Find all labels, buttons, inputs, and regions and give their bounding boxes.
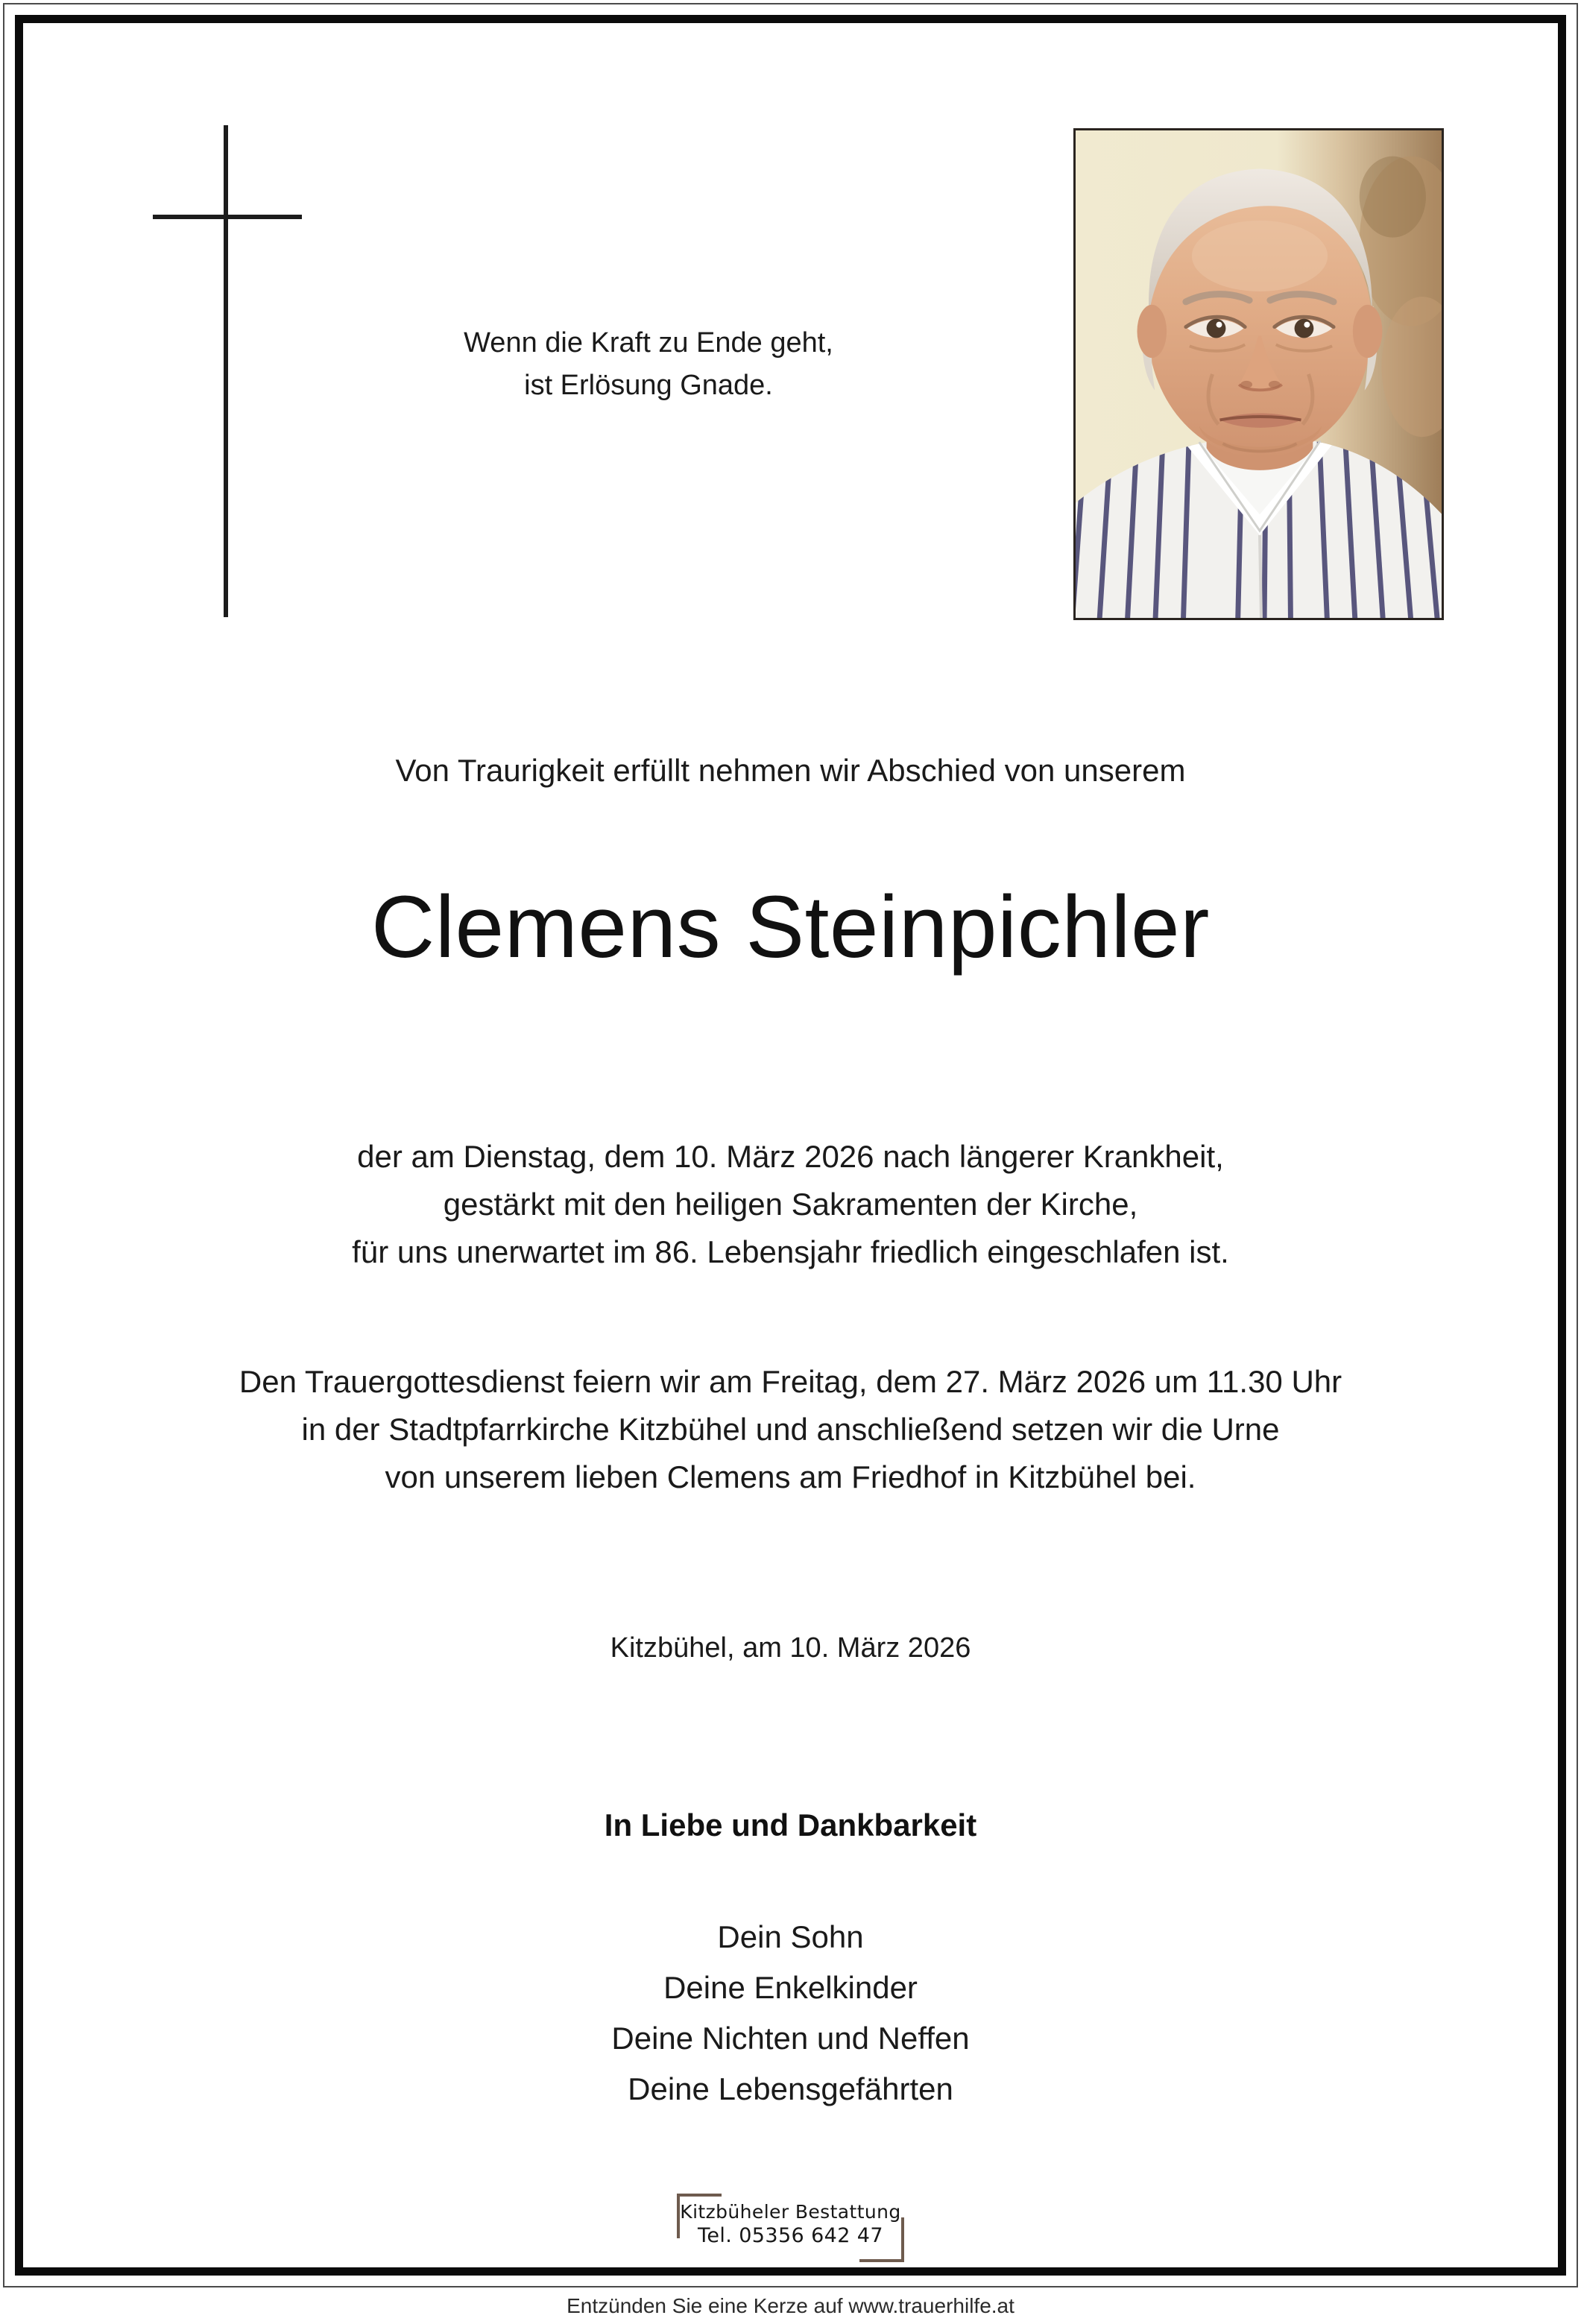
mourner-item: Deine Lebensgefährten bbox=[628, 2071, 953, 2107]
death-info-line-1: der am Dienstag, dem 10. März 2026 nach längerer Krankheit, bbox=[357, 1139, 1224, 1174]
epigraph bbox=[0, 322, 1297, 407]
mourner-item: Deine Nichten und Neffen bbox=[611, 2021, 970, 2056]
deceased-name: Clemens Steinpichler bbox=[371, 878, 1210, 976]
service-info-line-1: Den Trauergottesdienst feiern wir am Freitag, dem 27. März 2026 um 11.30 Uhr bbox=[239, 1364, 1342, 1399]
epigraph-line-2: ist Erlösung Gnade. bbox=[524, 370, 773, 401]
death-info bbox=[0, 1133, 1581, 1275]
closing-title: In Liebe und Dankbarkeit bbox=[604, 1807, 977, 1843]
stamp-company-name: Kitzbüheler Bestattung bbox=[680, 2201, 901, 2223]
death-info-line-3: für uns unerwartet im 86. Lebensjahr friedlich eingeschlafen ist. bbox=[352, 1234, 1229, 1269]
mourner-item: Deine Enkelkinder bbox=[663, 1970, 918, 2006]
cross-horizontal-bar bbox=[153, 215, 302, 219]
mourners-list bbox=[0, 1912, 1581, 2115]
place-and-date: Kitzbühel, am 10. März 2026 bbox=[610, 1632, 971, 1664]
stamp-text bbox=[677, 2201, 904, 2248]
announcement-intro: Von Traurigkeit erfüllt nehmen wir Abschied von unserem bbox=[395, 753, 1186, 788]
service-info-line-3: von unserem lieben Clemens am Friedhof in Kitzbühel bei. bbox=[385, 1459, 1196, 1494]
footer-candle-link[interactable]: Entzünden Sie eine Kerze auf www.trauerhilfe.at bbox=[567, 2294, 1014, 2317]
undertaker-stamp bbox=[677, 2194, 904, 2262]
service-info-line-2: in der Stadtpfarrkirche Kitzbühel und anschließend setzen wir die Urne bbox=[301, 1411, 1280, 1447]
death-info-line-2: gestärkt mit den heiligen Sakramenten der Kirche, bbox=[443, 1186, 1138, 1222]
service-info bbox=[0, 1358, 1581, 1500]
mourner-item: Dein Sohn bbox=[717, 1919, 864, 1954]
epigraph-line-1: Wenn die Kraft zu Ende geht, bbox=[464, 327, 833, 359]
stamp-phone: Tel. 05356 642 47 bbox=[698, 2223, 883, 2247]
